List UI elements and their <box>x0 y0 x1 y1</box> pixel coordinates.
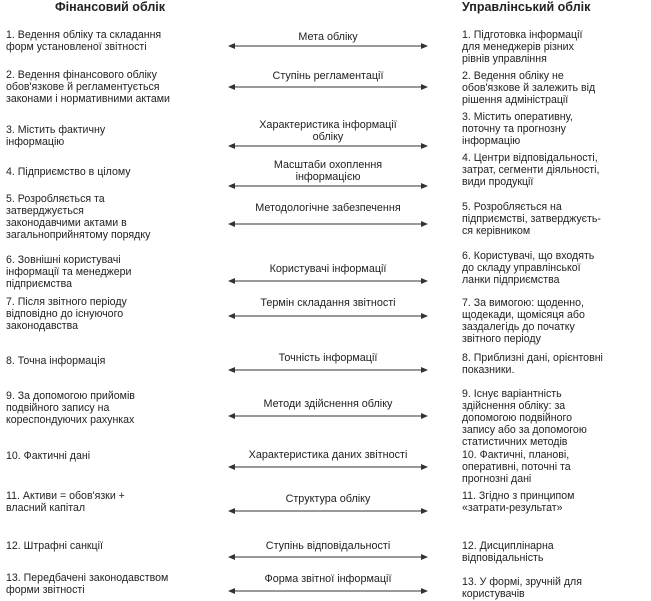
double-arrow-icon <box>228 553 428 561</box>
double-arrow-icon <box>228 312 428 320</box>
financial-item: 1. Ведення обліку та складання форм установленої звітності <box>6 29 162 53</box>
double-arrow-icon <box>228 277 428 285</box>
criterion-label: Структура обліку <box>285 493 371 505</box>
financial-item: 7. Після звітного періоду відповідно до існуючого законодавства <box>6 296 127 332</box>
double-arrow-icon <box>228 587 428 595</box>
financial-item: 10. Фактичні дані <box>6 450 91 462</box>
management-item: 2. Ведення обліку не обов'язкове й залежить від рішення адміністрації <box>462 70 596 106</box>
double-arrow-icon <box>228 42 428 50</box>
financial-item: 9. За допомогою прийомів подвійного запису на кореспондуючих рахунках <box>6 390 135 426</box>
financial-item: 3. Містить фактичну інформацію <box>6 124 106 148</box>
double-arrow-icon <box>228 182 428 190</box>
management-item: 11. Згідно з принципом «затрати-результат» <box>462 490 575 514</box>
management-item: 4. Центри відповідальності, затрат, сегменти діяльності, види продукції <box>462 152 600 188</box>
criterion-label: Мета обліку <box>298 31 358 43</box>
management-item: 12. Дисциплінарна відповідальність <box>462 540 554 564</box>
criterion-label: Характеристика даних звітності <box>248 449 408 461</box>
criterion-label: Користувачі інформації <box>269 263 387 275</box>
management-item: 9. Існує варіантність здійснення обліку: за допомогою подвійного запису або за допомогою статистичних методів <box>462 388 587 448</box>
financial-item: 2. Ведення фінансового обліку обов'язкове й регламентується законами і нормативними актами <box>6 69 170 105</box>
criterion-label: Методологічне забезпечення <box>255 202 401 214</box>
double-arrow-icon <box>228 220 428 228</box>
financial-item: 6. Зовнішні користувачі інформації та менеджери підприємства <box>6 254 132 290</box>
financial-item: 13. Передбачені законодавством форми звітності <box>6 572 169 596</box>
double-arrow-icon <box>228 142 428 150</box>
double-arrow-icon <box>228 83 428 91</box>
financial-item: 5. Розробляється та затверджується законодавчими актами в загальноприйнятому порядку <box>6 193 151 241</box>
financial-item: 8. Точна інформація <box>6 355 106 367</box>
criterion-label: Методи здійснення обліку <box>263 398 393 410</box>
financial-accounting-header: Фінансовий облік <box>55 0 166 14</box>
double-arrow-icon <box>228 366 428 374</box>
double-arrow-icon <box>228 412 428 420</box>
criterion-label: Масштаби охоплення інформацією <box>273 159 383 183</box>
criterion-label: Форма звітної інформації <box>264 573 392 585</box>
management-item: 7. За вимогою: щоденно, щодекади, щомісяця або заздалегідь до початку звітного періоду <box>462 297 585 345</box>
management-item: 8. Приблизні дані, орієнтовні показники. <box>462 352 603 376</box>
management-item: 13. У формі, зручній для користувачів <box>462 576 582 600</box>
financial-item: 11. Активи = обов'язки + власний капітал <box>6 490 125 514</box>
criterion-label: Характеристика інформації обліку <box>259 119 397 143</box>
management-item: 10. Фактичні, планові, оперативні, поточні та прогнозні дані <box>462 449 571 485</box>
management-item: 1. Підготовка інформації для менеджерів різних рівнів управління <box>462 29 583 65</box>
management-item: 3. Містить оперативну, поточну та прогнозну інформацію <box>462 111 573 147</box>
double-arrow-icon <box>228 463 428 471</box>
financial-item: 4. Підприємство в цілому <box>6 166 131 178</box>
management-item: 6. Користувачі, що входять до складу управлінської ланки підприємства <box>462 250 595 286</box>
financial-item: 12. Штрафні санкції <box>6 540 103 552</box>
criterion-label: Точність інформації <box>278 352 378 364</box>
criterion-label: Ступінь відповідальності <box>265 540 391 552</box>
management-item: 5. Розробляється на підприємстві, затверджуєть- ся керівником <box>462 201 601 237</box>
management-accounting-header: Управлінський облік <box>462 0 591 14</box>
criterion-label: Термін складання звітності <box>260 297 396 309</box>
double-arrow-icon <box>228 507 428 515</box>
criterion-label: Ступінь регламентації <box>272 70 384 82</box>
